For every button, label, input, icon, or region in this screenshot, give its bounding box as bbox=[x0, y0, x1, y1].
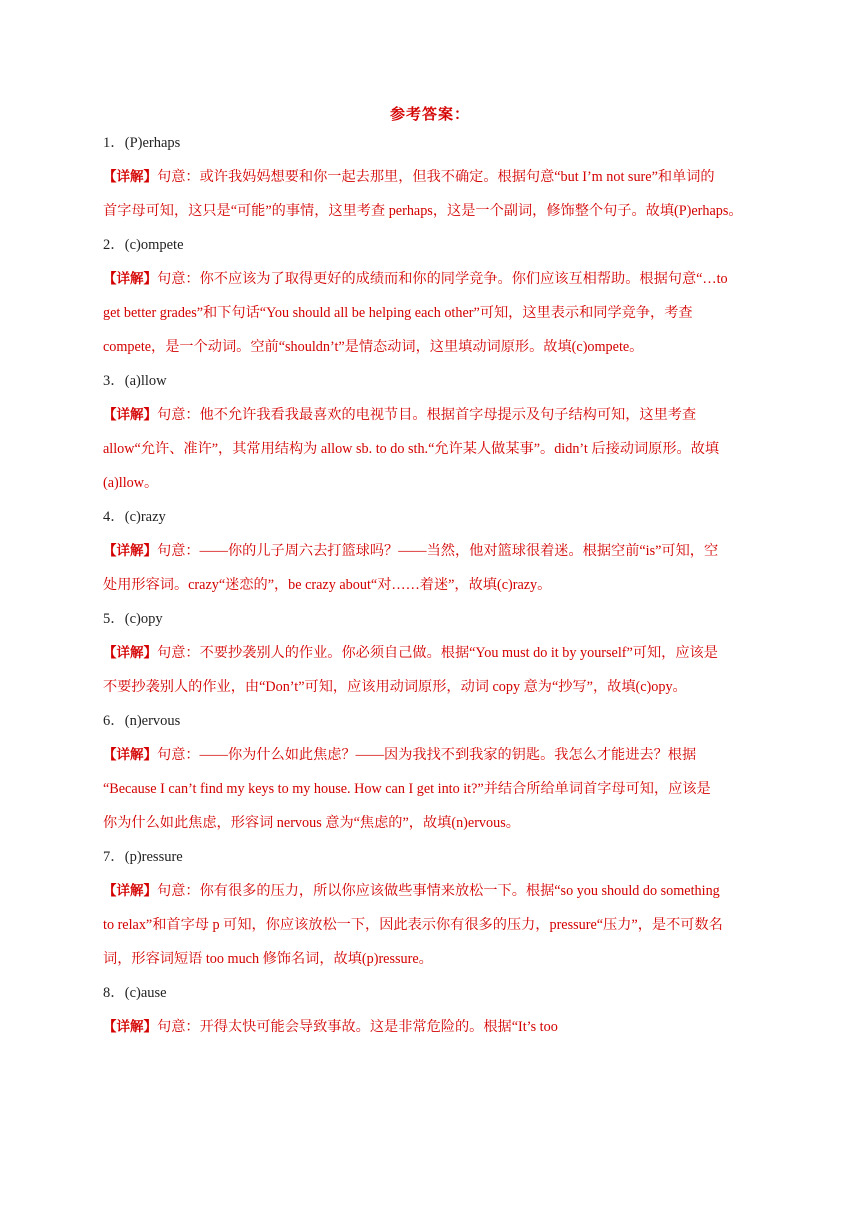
answer-detail bbox=[103, 540, 760, 596]
detail-text: to relax”和首字母 p 可知，你应该放松一下，因此表示你有很多的压力，pressure“压力”，是不可数名 bbox=[103, 917, 723, 933]
detail-text: 句意：或许我妈妈想要和你一起去那里，但我不确定。根据句意“but I’m not sure”和单词的 bbox=[157, 169, 715, 185]
detail-tag: 【详解】 bbox=[103, 1019, 157, 1035]
detail-text: 词，形容词短语 too much 修饰名词，故填(p)ressure。 bbox=[103, 951, 433, 967]
detail-text: “Because I can’t find my keys to my house. How can I get into it?”并结合所给单词首字母可知，应该是 bbox=[103, 781, 711, 797]
detail-line bbox=[103, 438, 760, 460]
detail-line bbox=[103, 642, 760, 664]
detail-text: 句意：你有很多的压力，所以你应该做些事情来放松一下。根据“so you should do something bbox=[157, 883, 720, 899]
detail-line bbox=[103, 812, 760, 834]
detail-line bbox=[103, 744, 760, 766]
detail-text: get better grades”和下句话“You should all be helping each other”可知，这里表示和同学竞争，考查 bbox=[103, 305, 693, 321]
detail-line bbox=[103, 540, 760, 562]
answer-number: 2．(c)ompete bbox=[103, 237, 184, 253]
detail-line bbox=[103, 268, 760, 290]
detail-line bbox=[103, 336, 760, 358]
detail-text: allow“允许、准许”，其常用结构为 allow sb. to do sth.“允许某人做某事”。didn’t 后接动词原形。故填 bbox=[103, 441, 720, 457]
detail-line bbox=[103, 778, 760, 800]
detail-line bbox=[103, 404, 760, 426]
detail-text: 句意：——你的儿子周六去打篮球吗？——当然，他对篮球很着迷。根据空前“is”可知，空 bbox=[157, 543, 719, 559]
answer-number: 3．(a)llow bbox=[103, 373, 167, 389]
detail-line bbox=[103, 880, 760, 902]
page-title: 参考答案： bbox=[389, 105, 470, 123]
detail-tag: 【详解】 bbox=[103, 645, 157, 661]
detail-tag: 【详解】 bbox=[103, 883, 157, 899]
detail-text: compete，是一个动词。空前“shouldn’t”是情态动词，这里填动词原形。故填(c)ompete。 bbox=[103, 339, 644, 355]
detail-line bbox=[103, 200, 760, 222]
detail-tag: 【详解】 bbox=[103, 169, 157, 185]
answer-list bbox=[103, 132, 760, 1050]
answer-detail bbox=[103, 404, 760, 494]
detail-text: 句意：你不应该为了取得更好的成绩而和你的同学竞争。你们应该互相帮助。根据句意“…to bbox=[157, 271, 728, 287]
answer-number: 5．(c)opy bbox=[103, 611, 163, 627]
answer-number: 6．(n)ervous bbox=[103, 713, 181, 729]
answer-detail bbox=[103, 744, 760, 834]
detail-text: 处用形容词。crazy“迷恋的”，be crazy about“对……着迷”，故填(c)razy。 bbox=[103, 577, 552, 593]
answer-detail bbox=[103, 1016, 760, 1038]
answer-detail bbox=[103, 880, 760, 970]
answer-detail bbox=[103, 268, 760, 358]
detail-text: (a)llow。 bbox=[103, 475, 159, 491]
detail-text: 句意：开得太快可能会导致事故。这是非常危险的。根据“It’s too bbox=[157, 1019, 558, 1035]
detail-line bbox=[103, 914, 760, 936]
detail-line bbox=[103, 676, 760, 698]
detail-line bbox=[103, 948, 760, 970]
detail-line bbox=[103, 166, 760, 188]
answer-number: 4．(c)razy bbox=[103, 509, 166, 525]
detail-line bbox=[103, 1016, 760, 1038]
detail-line bbox=[103, 574, 760, 596]
detail-text: 你为什么如此焦虑，形容词 nervous 意为“焦虑的”，故填(n)ervous。 bbox=[103, 815, 520, 831]
answer-number: 1．(P)erhaps bbox=[103, 135, 181, 151]
detail-line bbox=[103, 302, 760, 324]
answer-number: 8．(c)ause bbox=[103, 985, 167, 1001]
answer-detail bbox=[103, 642, 760, 698]
detail-tag: 【详解】 bbox=[103, 407, 157, 423]
detail-text: 不要抄袭别人的作业，由“Don’t”可知，应该用动词原形，动词 copy 意为“抄写”，故填(c)opy。 bbox=[103, 679, 687, 695]
detail-text: 句意：他不允许我看我最喜欢的电视节目。根据首字母提示及句子结构可知，这里考查 bbox=[157, 407, 697, 423]
detail-tag: 【详解】 bbox=[103, 543, 157, 559]
detail-line bbox=[103, 472, 760, 494]
detail-tag: 【详解】 bbox=[103, 271, 157, 287]
answer-number: 7．(p)ressure bbox=[103, 849, 183, 865]
detail-text: 句意：不要抄袭别人的作业。你必须自己做。根据“You must do it by yourself”可知，应该是 bbox=[157, 645, 718, 661]
answer-detail bbox=[103, 166, 760, 222]
detail-tag: 【详解】 bbox=[103, 747, 157, 763]
detail-text: 首字母可知，这只是“可能”的事情，这里考查 perhaps，这是一个副词，修饰整个句子。故填(P)erhaps。 bbox=[103, 203, 743, 219]
detail-text: 句意：——你为什么如此焦虑？——因为我找不到我家的钥匙。我怎么才能进去？根据 bbox=[157, 747, 697, 763]
